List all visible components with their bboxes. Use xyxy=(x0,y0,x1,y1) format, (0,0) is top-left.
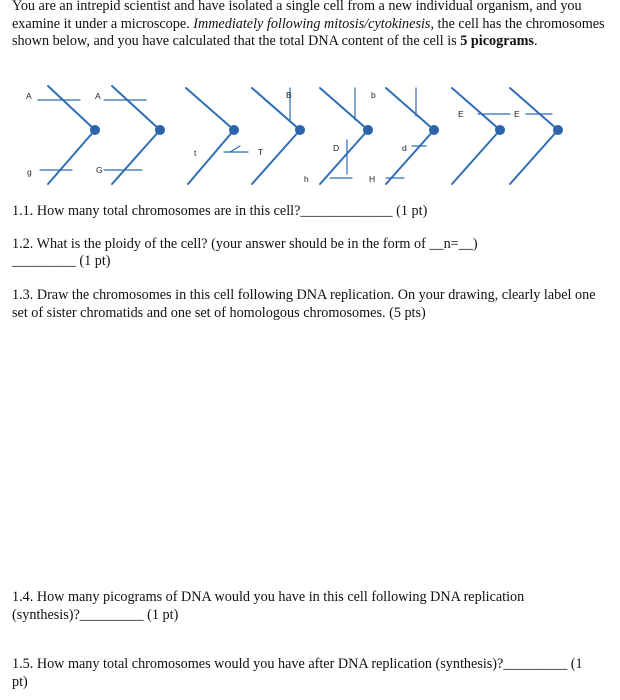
question-1-1: 1.1. How many total chromosomes are in this cell?_____________ (1 pt) xyxy=(12,203,428,219)
allele-label: A xyxy=(95,91,101,101)
chromosome-d-h xyxy=(386,88,434,184)
allele-label: G xyxy=(96,165,103,175)
chromosome-diagram xyxy=(0,84,620,194)
allele-label: T xyxy=(258,147,264,157)
question-1-2-line1: 1.2. What is the ploidy of the cell? (your answer should be in the form of __n=__) xyxy=(12,236,478,252)
allele-label: H xyxy=(369,174,376,184)
intro-italic: Immediately following mitosis/cytokinesis xyxy=(193,15,431,32)
allele-label: E xyxy=(458,109,464,119)
chromosome-e xyxy=(452,88,510,184)
chromosome-e-2 xyxy=(510,88,558,184)
intro-text: You are an intrepid scientist and have isolated a single cell from a new individual organism, and you examine it under a microscope. xyxy=(12,0,582,32)
intro-end: . xyxy=(533,33,538,49)
question-1-3: 1.3. Draw the chromosomes in this cell following DNA replication. On your drawing, clearly label one set of sister chromatids and one set of homologous chromosomes. (5 pts) xyxy=(12,287,596,321)
allele-label: d xyxy=(402,143,407,153)
centromere-2 xyxy=(155,125,165,135)
centromere-1 xyxy=(90,125,100,135)
question-1-5: 1.5. How many total chromosomes would you have after DNA replication (synthesis)?_________ (1 pt) xyxy=(12,656,583,690)
intro-paragraph xyxy=(12,0,610,51)
allele-label: g xyxy=(27,167,32,177)
question-1-4: 1.4. How many picograms of DNA would you have in this cell following DNA replication (synthesis)?_________ (1 pt) xyxy=(12,589,525,623)
centromere-8 xyxy=(553,125,563,135)
centromere-6 xyxy=(429,125,439,135)
centromere-5 xyxy=(363,125,373,135)
allele-label: t xyxy=(194,148,197,158)
chromosome-b-t xyxy=(224,88,300,184)
chromosome-a-g-2 xyxy=(104,86,160,184)
allele-label: D xyxy=(333,143,340,153)
centromere-3 xyxy=(229,125,239,135)
centromere-4 xyxy=(295,125,305,135)
allele-label: h xyxy=(304,174,309,184)
intro-bold-dna: 5 picograms xyxy=(460,33,534,49)
chromosome-b-d xyxy=(320,88,368,184)
chromosome-t xyxy=(186,88,234,184)
chromosome-a-g xyxy=(38,86,95,184)
centromere-7 xyxy=(495,125,505,135)
allele-label: A xyxy=(26,91,32,101)
intro-text-2: , the cell has the chromosomes shown below, and you have calculated that the total DNA content of the cell is xyxy=(12,15,605,49)
allele-label: B xyxy=(286,90,292,100)
question-1-2-line2: _________ (1 pt) xyxy=(12,253,111,269)
allele-label: b xyxy=(371,90,376,100)
allele-label: E xyxy=(514,109,520,119)
